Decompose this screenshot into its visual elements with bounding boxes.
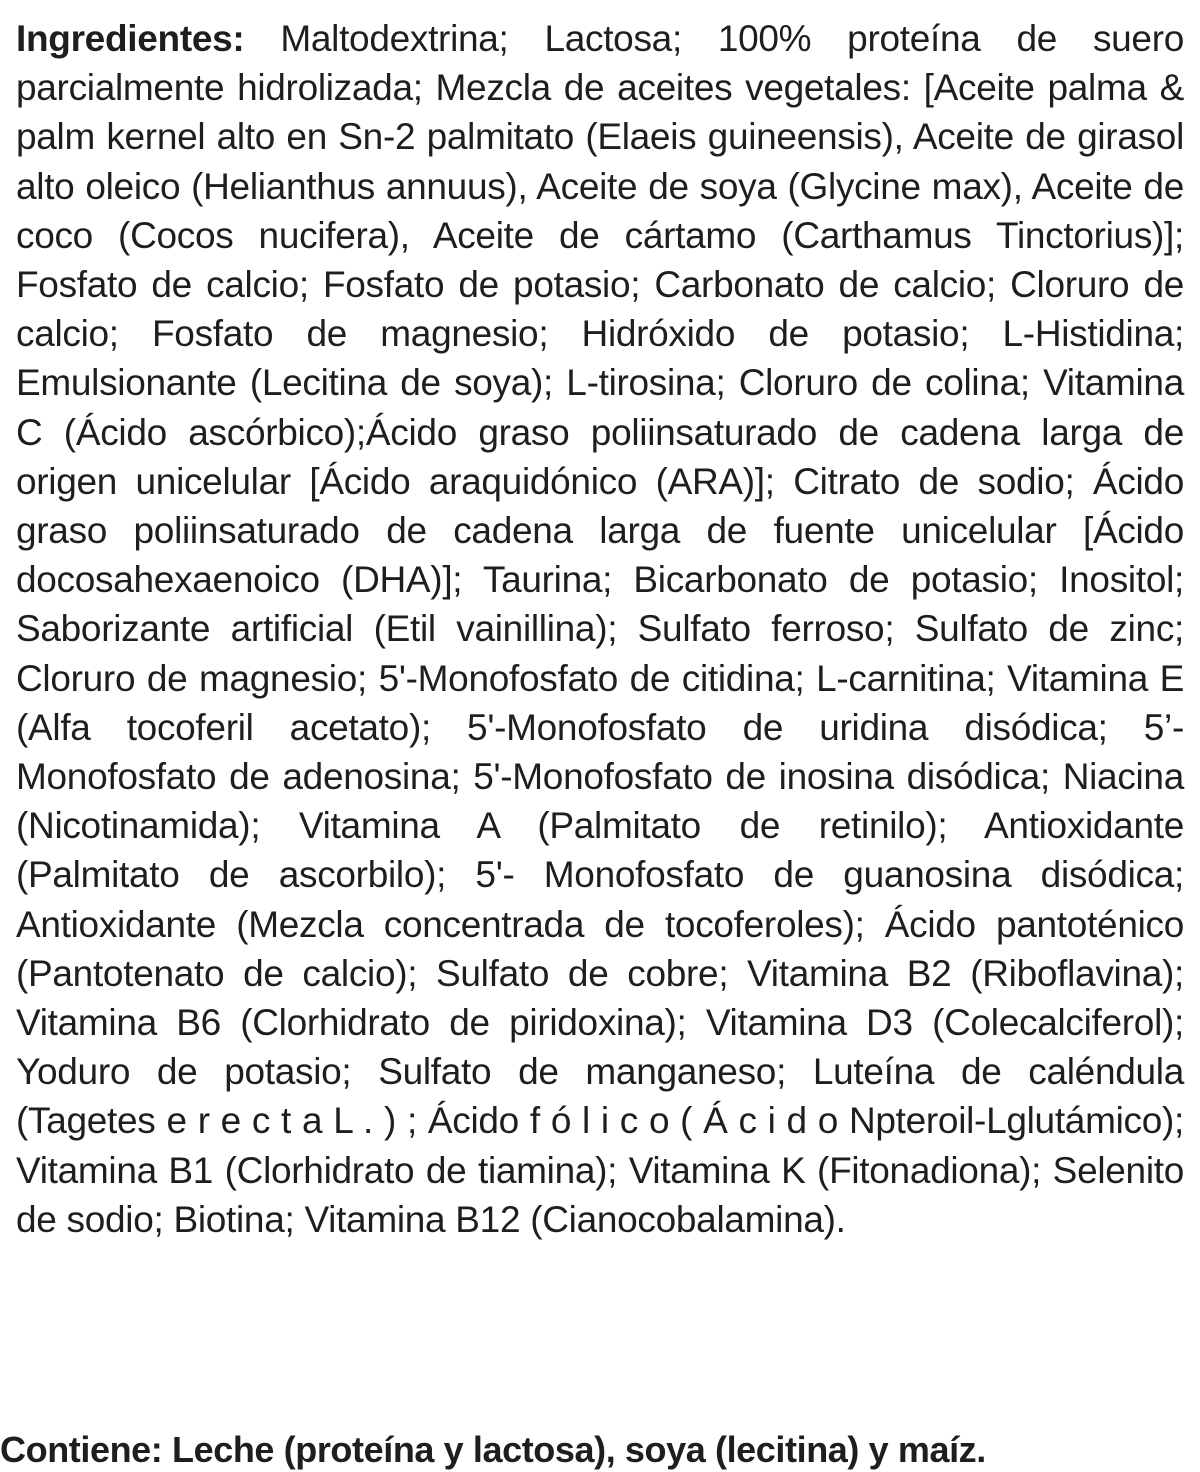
ingredients-label (16, 14, 1184, 1244)
ingredients-list: Maltodextrina; Lactosa; 100% proteína de suero parcialmente hidrolizada; Mezcla de aceites vegetales: [Aceite palma & palm kernel alto en Sn-2 palmitato (Elaeis guineensis), Aceite de girasol alto oleico (Helianthus annuus), Aceite de soya (Glycine max), Aceite de coco (Cocos nucifera), Aceite de cártamo (Carthamus Tinctorius)]; Fosfato de calcio; Fosfato de potasio; Carbonato de calcio; Cloruro de calcio; Fosfato de magnesio; Hidróxido de potasio; L-Histidina; Emulsionante (Lecitina de soya); L-tirosina; Cloruro de colina; Vitamina C (Ácido ascórbico);Ácido graso poliinsaturado de cadena larga de origen unicelular [Ácido araquidónico (ARA)]; Citrato de sodio; Ácido graso poliinsaturado de cadena larga de fuente unicelular [Ácido docosahexaenoico (DHA)]; Taurina; Bicarbonato de potasio; Inositol; Saborizante artificial (Etil vainillina); Sulfato ferroso; Sulfato de zinc; Cloruro de magnesio; 5'-Monofosfato de citidina; L-carnitina; Vitamina E (Alfa tocoferil acetato); 5'-Monofosfato de uridina disódica; 5’-Monofosfato de adenosina; 5'-Monofosfato de inosina disódica; Niacina (Nicotinamida); Vitamina A (Palmitato de retinilo); Antioxidante (Palmitato de ascorbilo); 5'- Monofosfato de guanosina disódica; Antioxidante (Mezcla concentrada de tocoferoles); Ácido pantoténico (Pantotenato de calcio); Sulfato de cobre; Vitamina B2 (Riboflavina); Vitamina B6 (Clorhidrato de piridoxina); Vitamina D3 (Colecalciferol); Yoduro de potasio; Sulfato de manganeso; Luteína de caléndula (Tagetes e r e c t a L . ) ; Ácido f ó l i c o ( Á c i d o Npteroil-Lglutámico); Vitamina B1 (Clorhidrato de tiamina); Vitamina K (Fitonadiona); Selenito de sodio; Biotina; Vitamina B12 (Cianocobalamina). (16, 18, 1184, 1240)
allergen-statement: Contiene: Leche (proteína y lactosa), soya (lecitina) y maíz. (0, 1429, 986, 1470)
ingredients-paragraph (16, 14, 1184, 1244)
ingredients-heading: Ingredientes: (16, 18, 245, 59)
